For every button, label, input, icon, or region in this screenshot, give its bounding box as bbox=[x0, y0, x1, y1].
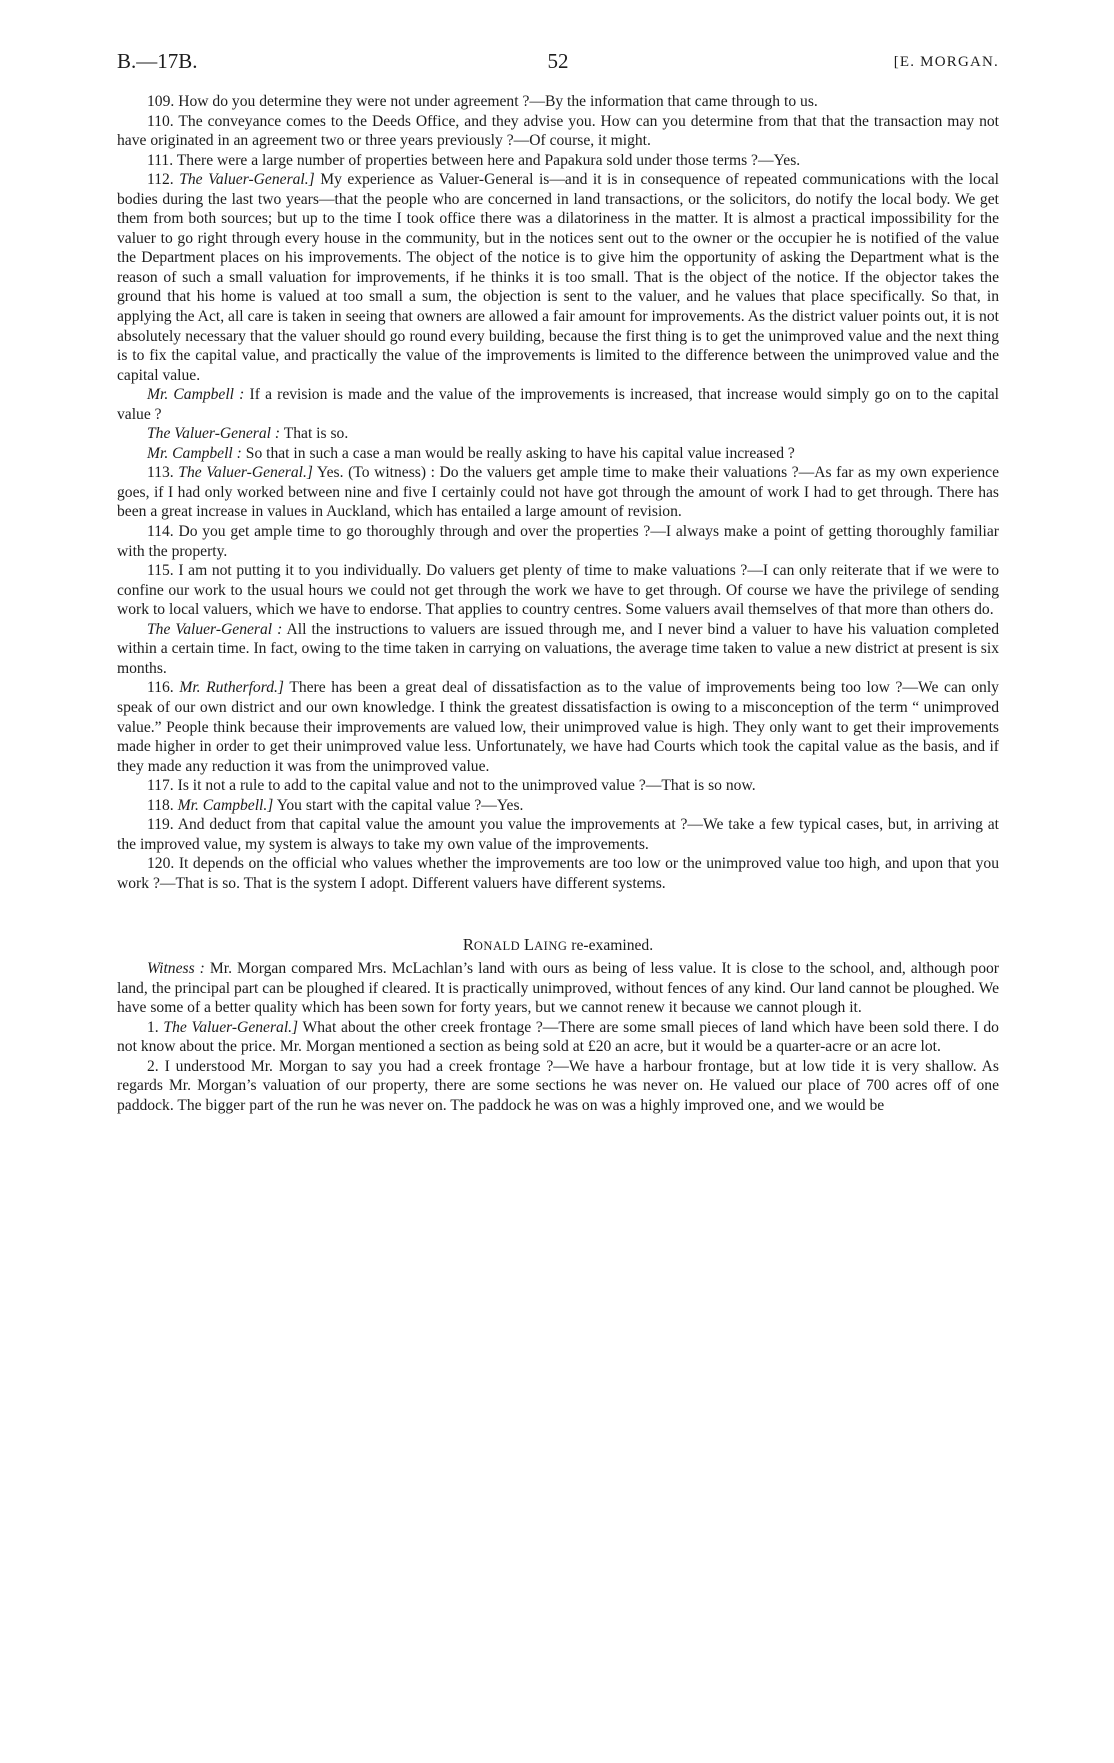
question-number: 119. bbox=[147, 816, 174, 834]
witness-name-header: [E. MORGAN. bbox=[893, 54, 999, 70]
speaker-name: The Valuer-General.] bbox=[163, 1018, 299, 1036]
heading-first-name-rest: ONALD bbox=[473, 939, 521, 954]
question-number: 118. bbox=[147, 796, 174, 814]
paragraph-115 bbox=[117, 561, 999, 620]
paragraph-text: The conveyance comes to the Deeds Office, and they advise you. How can you determine from that that the transaction may not have originated in an agreement two or three years previously ?—Of course, it might. bbox=[117, 112, 999, 150]
paragraph-text: I am not putting it to you individually. Do valuers get plenty of time to make valuations ?—I can only reiterate that if we were to confine our work to the usual hours we could not get through the work we have to get through. Of course we have the privilege of sending work to local valuers, which we have to endorse. That applies to country centres. Some valuers avail themselves of that more than others do. bbox=[117, 562, 999, 619]
paragraph-text: Is it not a rule to add to the capital value and not to the unimproved value ?—That is so now. bbox=[177, 777, 756, 795]
page-header bbox=[117, 49, 999, 82]
speaker-name: The Valuer-General.] bbox=[178, 464, 313, 482]
paragraph-113 bbox=[117, 463, 999, 522]
speaker-name: Mr. Campbell : bbox=[147, 386, 245, 404]
paragraph-text: Do you get ample time to go thoroughly through and over the properties ?—I always make a point of getting thoroughly familiar with the property. bbox=[117, 523, 999, 560]
question-number: 2. bbox=[147, 1057, 159, 1075]
paragraph-117 bbox=[117, 776, 999, 796]
question-number: 116. bbox=[147, 679, 174, 697]
heading-first-name-initial: R bbox=[462, 935, 474, 955]
paragraph-118 bbox=[117, 796, 999, 816]
speaker-name: Mr. Campbell : bbox=[147, 444, 242, 462]
paragraph-text: And deduct from that capital value the amount you value the improvements at ?—We take a few typical cases, but, in arriving at the improved value, my system is always to take my own value of the improvements. bbox=[117, 816, 999, 853]
paragraph-q1 bbox=[117, 1018, 999, 1057]
testimony-body bbox=[117, 92, 999, 893]
paragraph-text: I understood Mr. Morgan to say you had a creek frontage ?—We have a harbour frontage, but at low tide it is very shallow. As regards Mr. Morgan’s valuation of our property, there are some sections he was never on. He valued our place of 700 acres off of one paddock. The bigger part of the run he was never on. The paddock he was on was a highly improved one, and we would be bbox=[117, 1057, 999, 1114]
question-number: 115. bbox=[147, 562, 174, 580]
report-reference: B.—17B. bbox=[117, 49, 198, 73]
paragraph-witness-statement bbox=[117, 959, 999, 1018]
question-number: 120. bbox=[147, 855, 175, 873]
speaker-name: Mr. Campbell.] bbox=[177, 796, 274, 814]
speaker-name: The Valuer-General.] bbox=[179, 171, 315, 189]
speaker-name: Witness : bbox=[147, 959, 205, 977]
speaker-name: The Valuer-General : bbox=[147, 425, 281, 443]
paragraph-q2 bbox=[117, 1057, 999, 1116]
page-number: 52 bbox=[547, 49, 569, 73]
paragraph-text: Mr. Morgan compared Mrs. McLachlan’s land with ours as being of less value. It is close to the school, and, although poor land, the principal part can be ploughed if cleared. It is practically unimproved, without fences of any kind. Our land cannot be ploughed. We have some of a better quality which has been sown for forty years, but we cannot renew it because we cannot plough it. bbox=[117, 959, 999, 1017]
question-number: 112. bbox=[147, 171, 174, 189]
paragraph-114 bbox=[117, 522, 999, 561]
paragraph-116 bbox=[117, 678, 999, 776]
paragraph-campbell-1 bbox=[117, 385, 999, 424]
paragraph-111 bbox=[117, 151, 999, 171]
paragraph-120 bbox=[117, 854, 999, 893]
paragraph-valuer-1 bbox=[117, 424, 999, 444]
question-number: 114. bbox=[147, 523, 174, 541]
paragraph-112 bbox=[117, 170, 999, 385]
paragraph-text: You start with the capital value ?—Yes. bbox=[276, 796, 524, 814]
re-examination-body bbox=[117, 959, 999, 1115]
paragraph-text: It depends on the official who values whether the improvements are too low or the unimproved value too high, and upon that you work ?—That is so. That is the system I adopt. Different valuers have different systems. bbox=[117, 855, 1000, 892]
paragraph-valuer-2 bbox=[117, 620, 999, 679]
paragraph-text: My experience as Valuer-General is—and it is in consequence of repeated communications with the local bodies during the last two years—that the people who are concerned in land transactions, or the solicitors, do notify the local body. We get them from both sources; but up to the time I took office there was a dilatoriness in the matter. It is almost a practical impossibility for the valuer to go right through every house in the community, but in the notices sent out to the owner or the occupier he is notified of the value the Department places on his improvements. The object of the notice is to give him the opportunity of asking the Department what is the reason of such a small valuation for improvements, if he thinks it is too small. That is the object of the notice. If the objector takes the ground that his home is valued at too small a sum, the objection is sent to the valuer, and he values that place specifically. So that, in applying the Act, all care is taken in seeing that owners are allowed a fair amount for improvements. As the district valuer points out, it is not absolutely necessary that the valuer should go round every building, because the first thing is to get the unimproved value and the next thing is to fix the capital value, and practically the value of the improvements is limited to the difference between the unimproved value and the capital value. bbox=[117, 171, 1000, 384]
paragraph-110 bbox=[117, 112, 999, 151]
question-number: 109. bbox=[147, 93, 175, 110]
paragraph-text: There were a large number of properties between here and Papakura sold under those terms ?—Yes. bbox=[176, 151, 801, 169]
question-number: 110. bbox=[147, 112, 174, 130]
paragraph-text: So that in such a case a man would be really asking to have his capital value increased ? bbox=[245, 444, 795, 462]
paragraph-119 bbox=[117, 815, 999, 854]
paragraph-109 bbox=[117, 92, 999, 112]
heading-suffix: re-examined. bbox=[571, 937, 654, 955]
paragraph-text: That is so. bbox=[283, 425, 349, 443]
heading-last-name-initial: L bbox=[524, 935, 535, 955]
question-number: 1. bbox=[147, 1018, 159, 1036]
speaker-name: Mr. Rutherford.] bbox=[179, 679, 284, 697]
paragraph-text: There has been a great deal of dissatisfaction as to the value of improvements being too low ?—We can only speak of our own district and our own knowledge. I think the greatest dissatisfaction is owing to a misconception of the term “ unimproved value.” People think because their improvements are valued low, their unimproved value is high. They only want to get their improvements made higher in order to get their unimproved value less. Unfortunately, we have had Courts which took the capital value as the basis, and if they made any reduction it was from the unimproved value. bbox=[117, 679, 999, 775]
paragraph-text: How do you determine they were not under agreement ?—By the information that came through to us. bbox=[178, 93, 818, 110]
speaker-name: The Valuer-General : bbox=[147, 620, 283, 638]
question-number: 117. bbox=[147, 777, 174, 795]
paragraph-text: If a revision is made and the value of the improvements is increased, that increase would simply go on to the capital value ? bbox=[117, 386, 1000, 423]
question-number: 111. bbox=[147, 151, 174, 169]
question-number: 113. bbox=[147, 464, 174, 482]
paragraph-text: All the instructions to valuers are issued through me, and I never bind a valuer to have his valuation completed within a certain time. In fact, owing to the time taken in carrying on valuations, the average time taken to value a new district at present is six months. bbox=[117, 620, 999, 677]
section-heading bbox=[117, 935, 999, 957]
heading-last-name-rest: AING bbox=[534, 939, 568, 954]
paragraph-campbell-2 bbox=[117, 444, 999, 464]
paragraph-text: Yes. (To witness) : Do the valuers get ample time to make their valuations ?—As far as my own experience goes, if I had only worked between nine and five I certainly could not have got through the amount of work I had to get through. There has been a great increase in values in Auckland, which has entailed a large amount of revision. bbox=[117, 464, 1000, 521]
paragraph-text: What about the other creek frontage ?—There are some small pieces of land which have been sold there. I do not know about the price. Mr. Morgan mentioned a section as being sold at £20 an acre, but it would be a quarter-acre or an acre lot. bbox=[117, 1018, 999, 1056]
